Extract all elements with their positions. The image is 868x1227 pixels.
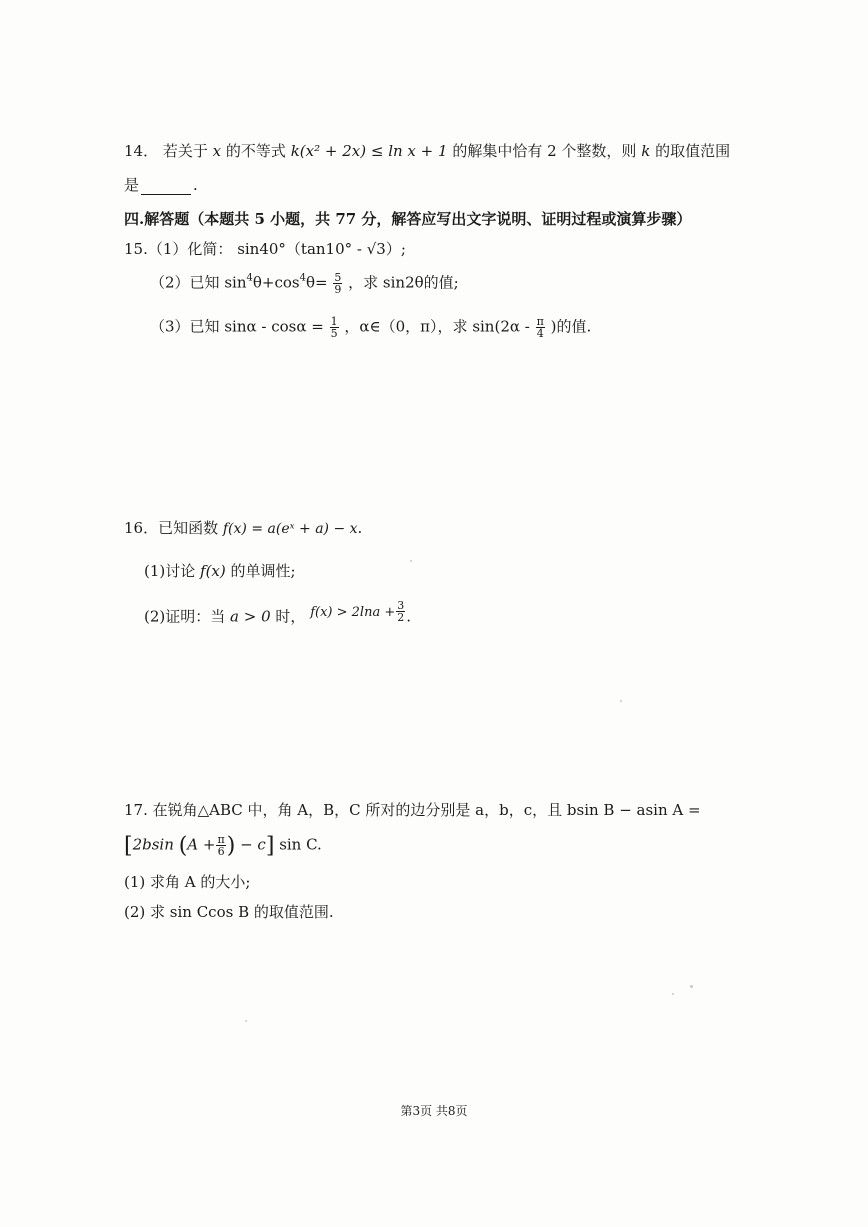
- q16-end: .: [357, 519, 363, 537]
- q15-part2: [150, 272, 459, 295]
- scan-speck: [672, 993, 674, 995]
- page-footer: 第3页 共8页: [400, 1104, 468, 1118]
- q16-p2-cond: a > 0: [230, 607, 271, 626]
- q14-end: .: [193, 176, 198, 194]
- q15-p3-expr: sinα - cosα =: [224, 317, 324, 336]
- q17-paren-open: (: [178, 833, 188, 859]
- q17-line2-a: 2bsin: [132, 835, 174, 854]
- q16-part2: [144, 599, 412, 629]
- q14-var-k: k: [641, 142, 651, 160]
- q14-text-c: 的解集中恰有 2 个整数，则: [452, 142, 637, 160]
- q14-text-a: 若关于: [162, 142, 208, 160]
- scan-speck: [620, 700, 622, 702]
- q15-p3-fraction2: [536, 316, 545, 339]
- q16-line1: [124, 518, 362, 539]
- q14-line1: [124, 141, 730, 161]
- q15-p3-den: 5: [330, 327, 338, 340]
- q15-p3-den2: 4: [536, 327, 544, 340]
- q14-number: 14．: [124, 142, 159, 160]
- q14-text-d: 的取值范围: [655, 142, 731, 160]
- q15-expr1: sin40°（tan10° - √3）;: [237, 240, 406, 258]
- q16-p2-label: (2)证明：当: [144, 607, 226, 626]
- q17-num: π: [217, 833, 225, 846]
- q15-p2-sup-b: 4: [299, 272, 306, 284]
- q15-p3-num2: π: [536, 315, 544, 328]
- q17-part1: (1) 求角 A 的大小;: [124, 873, 251, 891]
- q17-part2: (2) 求 sin Ccos B 的取值范围.: [124, 903, 334, 921]
- q16-p2-num: 3: [397, 599, 405, 612]
- q15-p2-label: （2）已知: [150, 273, 220, 292]
- q14-text-b: 的不等式: [225, 142, 286, 160]
- q17-paren-close: ): [226, 833, 236, 859]
- q15-p3-num: 1: [330, 315, 338, 328]
- q15-p2-num: 5: [334, 271, 342, 284]
- q16-p2-ineq: f(x) > 2lna +: [310, 604, 396, 620]
- q16-part1: [144, 561, 296, 581]
- q16-p1-label: (1)讨论: [144, 562, 196, 580]
- q15-p2-den: 9: [334, 283, 342, 296]
- q15-p2-theta2: θ=: [305, 273, 328, 292]
- q14-line2: [124, 175, 198, 195]
- q15-p3-label: （3）已知: [150, 317, 220, 336]
- q16-p2-fraction: [396, 600, 405, 623]
- q15-p2-sin: sin: [224, 273, 247, 292]
- q14-inequality: k(x² + 2x) ≤ ln x + 1: [290, 142, 448, 160]
- scan-speck: [410, 560, 412, 562]
- q15-p2-tail: ，求 sin2θ的值;: [348, 273, 459, 292]
- q16-number: 16．已知函数: [124, 519, 219, 537]
- q15-number: 15.（1）化简：: [124, 240, 233, 258]
- q17-line2: [124, 834, 322, 857]
- q16-p1-f: f(x): [200, 562, 226, 580]
- q17-line2-c: − c: [240, 835, 266, 854]
- q14-var-x: x: [212, 142, 222, 160]
- q15-p3-fraction: [330, 316, 339, 339]
- q17-fraction: [216, 834, 225, 857]
- scan-speck: [690, 985, 693, 988]
- q16-p2-den: 2: [397, 611, 405, 624]
- q17-line1: 17. 在锐角△ABC 中，角 A，B，C 所对的边分别是 a，b，c，且 bsin B − asin A =: [124, 801, 701, 819]
- q17-den: 6: [217, 845, 225, 858]
- q16-p2-end: .: [406, 607, 412, 626]
- q15-line1: [124, 239, 406, 259]
- q17-line2-b: A +: [187, 835, 216, 854]
- q15-p3-mid: ，α∈（0，π），求: [344, 317, 468, 336]
- q16-p1-tail: 的单调性;: [230, 562, 296, 580]
- q15-part3: [150, 316, 591, 339]
- q17-line2-d: sin C.: [279, 835, 322, 854]
- q15-p3-expr2: sin(2α -: [472, 317, 530, 336]
- section-heading: 四.解答题（本题共 5 小题，共 77 分，解答应写出文字说明、证明过程或演算步骤）: [124, 210, 692, 228]
- scan-speck: [245, 1020, 247, 1022]
- q16-p2-mid: 时，: [275, 607, 306, 626]
- q15-p2-fraction: [333, 272, 342, 295]
- q17-bracket-open: [: [124, 833, 133, 859]
- q15-p2-theta: θ+cos: [252, 273, 300, 292]
- q16-function: f(x) = a(eˣ + a) − x: [222, 521, 358, 537]
- answer-blank: [141, 180, 191, 195]
- q17-bracket-close: ]: [265, 833, 275, 859]
- q14-text-e: 是: [124, 176, 140, 194]
- q15-p2-sup-a: 4: [246, 272, 253, 284]
- q15-p3-tail: )的值.: [550, 317, 592, 336]
